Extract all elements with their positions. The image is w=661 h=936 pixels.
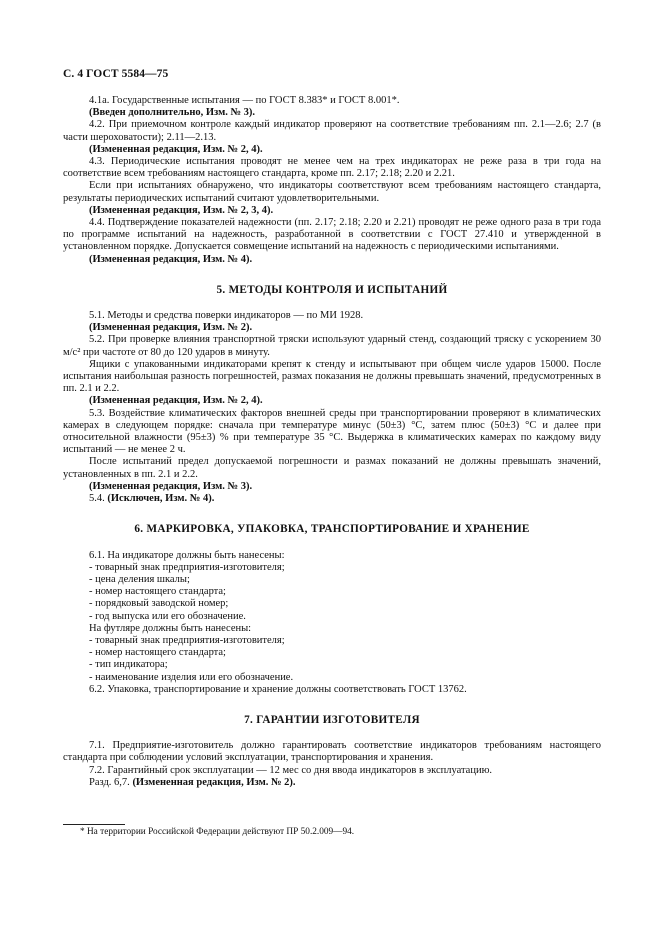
paragraph-6-1: 6.1. На индикаторе должны быть нанесены: — [89, 549, 285, 561]
paragraph-5-4 — [63, 493, 601, 505]
amendment-note: (Измененная редакция, Изм. № 2, 4). — [89, 395, 263, 407]
paragraph-4-1a: 4.1а. Государственные испытания — по ГОСТ 8.383* и ГОСТ 8.001*. — [89, 95, 400, 106]
paragraph-5-3: 5.3. Воздействие климатических факторов внешней среды при транспортировании проверяют в климатических камерах в следующем порядке: сначала при температуре минус (50±3) °С, затем плюс (50±3) °С и далее при относительной влажности (95±3) % при температуре 35 °С. Выдержка в климатических камерах по каждому виду испытаний — не менее 2 ч. — [63, 407, 601, 456]
amendment-note: (Измененная редакция, Изм. № 4). — [89, 253, 253, 265]
section-ref: Разд. 6,7. — [89, 776, 130, 788]
paragraph-5-2-cont: Ящики с упакованными индикаторами крепят к стенду и испытывают при общем числе ударов 15000. После испытания наибольшая разность погрешностей, размах показания не должны превышать значений, предусмотренных в пп. 2.1 и 2.2. — [63, 358, 601, 395]
paragraph-4-3: 4.3. Периодические испытания проводят не менее чем на трех индикаторах не реже раза в три года на соответствие всем требованиям настоящего стандарта, кроме пп. 2.17; 2.18; 2.20 и 2.21. — [63, 156, 601, 180]
list-item: - товарный знак предприятия-изготовителя; — [63, 562, 601, 574]
paragraph-7-note — [63, 777, 601, 789]
list-item: - наименование изделия или его обозначение. — [63, 672, 601, 684]
list-item: - тип индикатора; — [63, 659, 601, 671]
section-heading-5: 5. МЕТОДЫ КОНТРОЛЯ И ИСПЫТАНИЙ — [216, 283, 448, 296]
paragraph-4-4: 4.4. Подтверждение показателей надежности (пп. 2.17; 2.18; 2.20 и 2.21) проводят не реже одного раза в три года по программе испытаний на надежность, разработанной в соответствии с ГОСТ 27.410 и утвержденной в установленном порядке. Допускается совмещение испытаний на надежность с периодическими испытаниями. — [63, 217, 601, 253]
amendment-note: (Измененная редакция, Изм. № 2). — [132, 776, 296, 788]
list-item: - год выпуска или его обозначение. — [63, 611, 601, 623]
clause-number: 5.4. — [89, 493, 105, 505]
list-item: - номер настоящего стандарта; — [63, 586, 601, 598]
amendment-note: (Измененная редакция, Изм. № 3). — [89, 480, 253, 492]
amendment-note: (Измененная редакция, Изм. № 2). — [89, 322, 253, 334]
paragraph-7-2: 7.2. Гарантийный срок эксплуатации — 12 мес со дня ввода индикаторов в эксплуатацию. — [89, 764, 493, 776]
amendment-note: (Исключен, Изм. № 4). — [107, 493, 215, 505]
section-heading-6: 6. МАРКИРОВКА, УПАКОВКА, ТРАНСПОРТИРОВАНИЕ И ХРАНЕНИЕ — [134, 523, 530, 536]
paragraph-5-1: 5.1. Методы и средства поверки индикаторов — по МИ 1928. — [89, 310, 364, 322]
amendment-note: (Измененная редакция, Изм. № 2, 4). — [89, 143, 263, 155]
paragraph-4-2: 4.2. При приемочном контроле каждый индикатор проверяют на соответствие требованиям пп. 2.1—2.6; 2.7 (в части шероховатости); 2.11—2.13. — [63, 119, 601, 143]
footnote-divider — [63, 824, 125, 825]
list-item: - номер настоящего стандарта; — [63, 647, 601, 659]
list-item: - товарный знак предприятия-изготовителя; — [63, 635, 601, 647]
paragraph-4-3-cont: Если при испытаниях обнаружено, что индикаторы соответствуют всем требованиям настоящего стандарта, результаты периодических испытаний считают удовлетворительными. — [63, 180, 601, 204]
amendment-note: (Измененная редакция, Изм. № 2, 3, 4). — [89, 204, 274, 216]
list-item: - цена деления шкалы; — [63, 574, 601, 586]
paragraph-6-2: 6.2. Упаковка, транспортирование и хранение должны соответствовать ГОСТ 13762. — [89, 683, 467, 695]
page-header: С. 4 ГОСТ 5584—75 — [63, 68, 169, 80]
amendment-note: (Введен дополнительно, Изм. № 3). — [89, 107, 256, 119]
footnote: * На территории Российской Федерации действуют ПР 50.2.009—94. — [80, 827, 355, 837]
list-item: - порядковый заводской номер; — [63, 598, 601, 610]
paragraph-5-3-cont: После испытаний предел допускаемой погрешности и размах показаний не должны превышать значений, установленных в пп. 2.1 и 2.2. — [63, 456, 601, 480]
section-heading-7: 7. ГАРАНТИИ ИЗГОТОВИТЕЛЯ — [244, 713, 420, 726]
paragraph-6-1-cont: На футляре должны быть нанесены: — [89, 622, 252, 634]
paragraph-5-2: 5.2. При проверке влияния транспортной тряски используют ударный стенд, создающий тряску с ускорением 30 м/с² при частоте от 80 до 120 ударов в минуту. — [63, 334, 601, 358]
paragraph-7-1: 7.1. Предприятие-изготовитель должно гарантировать соответствие индикаторов требованиям настоящего стандарта при соблюдении условий эксплуатации, транспортирования и хранения. — [63, 740, 601, 764]
document-body — [63, 95, 601, 789]
